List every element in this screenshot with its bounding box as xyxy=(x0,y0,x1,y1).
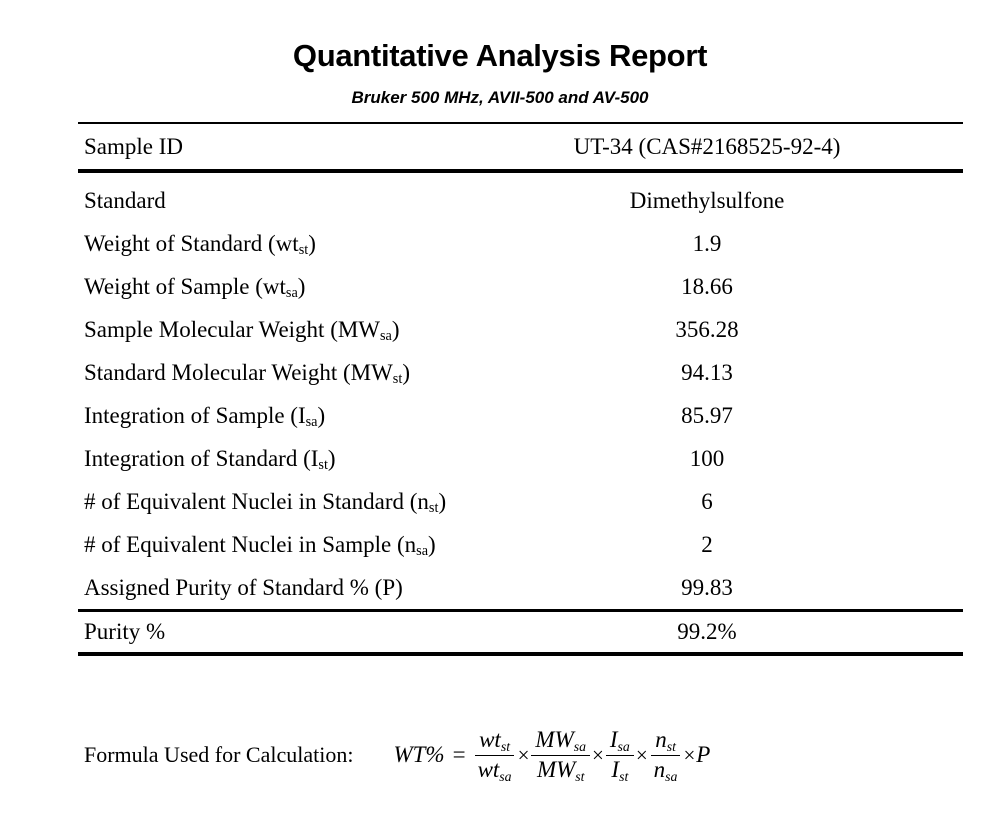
formula-lhs: WT% xyxy=(393,742,445,767)
table-row-weight-sample xyxy=(78,265,963,308)
row-value: Dimethylsulfone xyxy=(629,187,785,213)
row-value: 94.13 xyxy=(681,359,733,385)
multiply-sign: × xyxy=(683,742,696,767)
purity-factor: P xyxy=(696,742,711,767)
row-label: # of Equivalent Nuclei in Standard (nst) xyxy=(84,488,447,517)
row-label: Purity % xyxy=(84,619,166,644)
row-label: # of Equivalent Nuclei in Sample (nsa) xyxy=(84,531,436,560)
row-value: 18.66 xyxy=(681,273,733,299)
page-subtitle: Bruker 500 MHz, AVII-500 and AV-500 xyxy=(351,88,649,107)
equals-sign: = xyxy=(452,742,466,767)
table-row-nuclei-standard xyxy=(78,480,963,523)
analysis-table xyxy=(78,122,963,656)
formula-section xyxy=(84,702,970,808)
row-value: 99.2% xyxy=(677,619,737,644)
fraction-weight: $\frac{\text{wtst}}{\text{wtsa}}$ xyxy=(474,727,516,784)
fraction-nuclei: $\frac{\text{nst}}{\text{nsa}}$ xyxy=(650,727,682,784)
row-label: Standard xyxy=(84,187,166,213)
row-label: Standard Molecular Weight (MWst) xyxy=(84,359,410,388)
table-row-standard xyxy=(78,179,963,222)
row-value: 6 xyxy=(701,488,713,514)
row-label: Sample ID xyxy=(84,133,184,159)
table-row-integration-standard xyxy=(78,437,963,480)
table-row-assigned-purity xyxy=(78,566,963,609)
table-row-sample-id xyxy=(78,124,963,169)
formula-label: Formula Used for Calculation: xyxy=(84,742,354,767)
row-label: Weight of Standard (wtst) xyxy=(84,230,316,259)
fraction-integration: $\frac{\text{Isa}}{\text{Ist}}$ xyxy=(606,727,634,784)
row-value: 356.28 xyxy=(675,316,739,342)
table-row-weight-standard xyxy=(78,222,963,265)
table-row-purity xyxy=(78,612,963,652)
row-label: Integration of Standard (Ist) xyxy=(84,445,336,474)
row-label: Assigned Purity of Standard % (P) xyxy=(84,574,403,600)
row-label: Sample Molecular Weight (MWsa) xyxy=(84,316,400,345)
multiply-sign: × xyxy=(592,742,604,767)
fraction-molecular-weight: $\frac{\text{MWsa}}{\text{MWst}}$ xyxy=(531,727,590,784)
row-value: 1.9 xyxy=(692,230,722,256)
row-label: Integration of Sample (Isa) xyxy=(84,402,326,431)
multiply-sign: × xyxy=(517,742,530,767)
table-row-integration-sample xyxy=(78,394,963,437)
double-rule xyxy=(78,169,963,173)
row-value: 100 xyxy=(689,445,725,471)
table-row-sample-mw xyxy=(78,308,963,351)
table-row-nuclei-sample xyxy=(78,523,963,566)
double-rule-bottom xyxy=(78,652,963,656)
formula-equation xyxy=(393,727,710,784)
multiply-sign: × xyxy=(635,742,648,767)
table-body xyxy=(78,179,963,609)
row-value: 2 xyxy=(701,531,713,557)
row-label: Weight of Sample (wtsa) xyxy=(84,273,306,302)
table-row-standard-mw xyxy=(78,351,963,394)
row-value: 85.97 xyxy=(681,402,733,428)
row-value: UT-34 (CAS#2168525-92-4) xyxy=(573,133,841,159)
row-value: 99.83 xyxy=(681,574,733,600)
page-title: Quantitative Analysis Report xyxy=(292,38,708,73)
